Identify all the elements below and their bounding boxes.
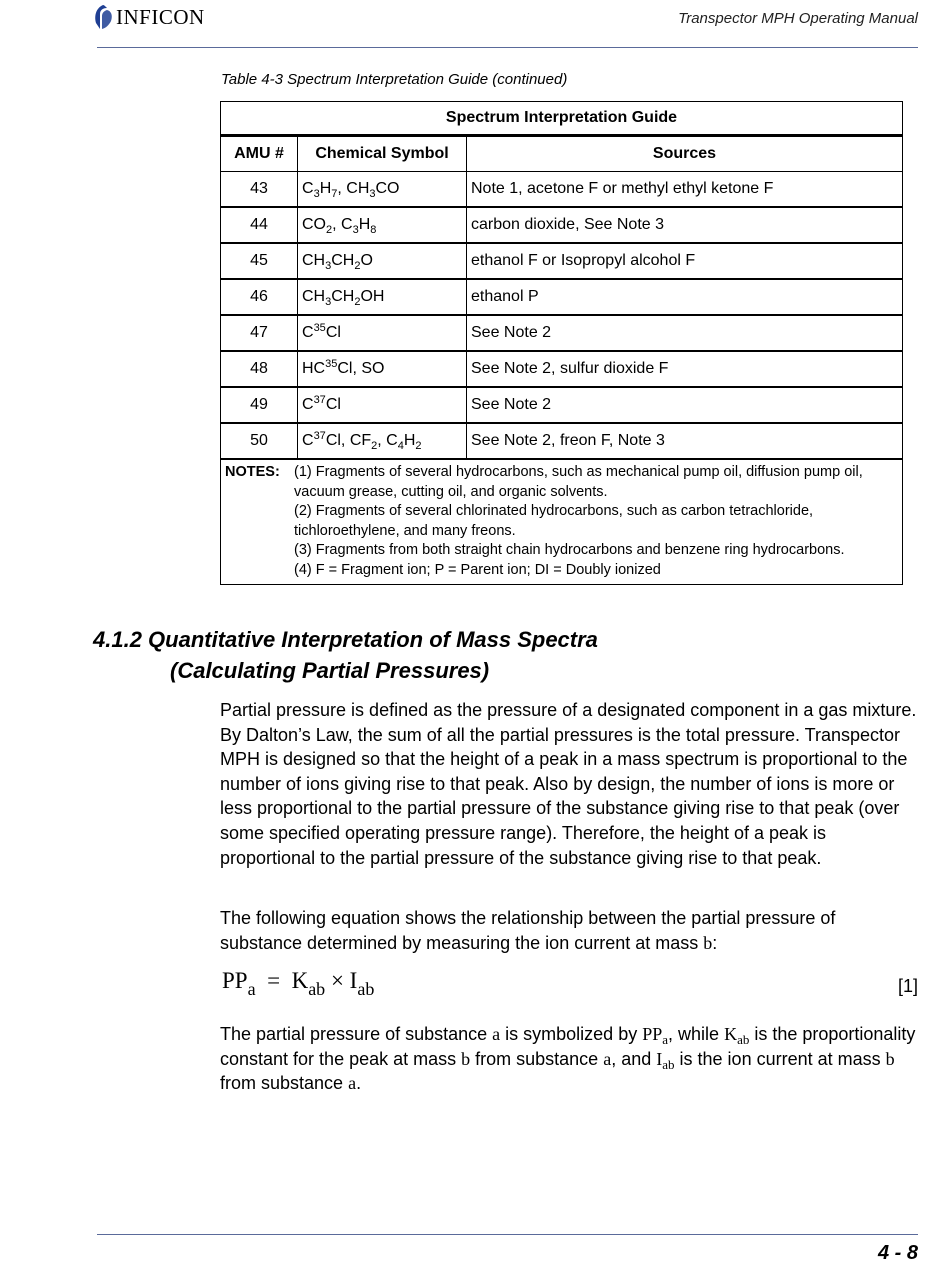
section-heading-line2: (Calculating Partial Pressures) (170, 658, 490, 683)
table-header-row (221, 136, 903, 172)
sources-cell: ethanol F or Isopropyl alcohol F (467, 243, 903, 279)
equation-number: [1] (897, 976, 918, 996)
footer-rule (97, 1234, 918, 1235)
sources-cell: See Note 2, freon F, Note 3 (467, 423, 903, 459)
column-header-amu: AMU # (221, 136, 298, 172)
table-row (221, 315, 903, 351)
sources-cell: carbon dioxide, See Note 3 (467, 207, 903, 243)
chemical-symbol-cell: $CH_3CH_2OH$ (298, 279, 467, 315)
table-caption: Table 4-3 Spectrum Interpretation Guide (continued) (221, 71, 568, 88)
amu-cell: 45 (221, 243, 298, 279)
table-title: Spectrum Interpretation Guide (221, 102, 903, 136)
chemical-symbol-cell: $C_3H_7$, $CH_3CO$ (298, 172, 467, 208)
paragraph-equation-intro: The following equation shows the relationship between the partial pressure of substance determined by measuring the ion current at mass b: (220, 908, 836, 953)
amu-cell: 49 (221, 387, 298, 423)
paragraph-symbol-definitions: The partial pressure of substance a is symbolized by $PP_a$, while $K_{ab}$ is the proportionality constant for the peak at mass b from substance a, and $I_{ab}$ is the ion current at mass b from substance a. (220, 1024, 916, 1094)
table-notes-cell (221, 459, 903, 585)
section-heading-line1: 4.1.2 Quantitative Interpretation of Mass Spectra (93, 627, 598, 652)
sources-cell: ethanol P (467, 279, 903, 315)
amu-cell: 44 (221, 207, 298, 243)
table-row (221, 423, 903, 459)
table-notes-row (221, 459, 903, 585)
chemical-symbol-cell: $C^{35}Cl$ (298, 315, 467, 351)
chemical-symbol-cell: $CH_3CH_2O$ (298, 243, 467, 279)
note-1: (1) Fragments of several hydrocarbons, such as mechanical pump oil, diffusion pump oil, vacuum grease, cutting oil, and organic solvents. (294, 464, 863, 500)
sources-cell: Note 1, acetone F or methyl ethyl ketone F (467, 172, 903, 208)
chemical-symbol-cell: $C^{37}Cl$, $CF_2$, $C_4H_2$ (298, 423, 467, 459)
column-header-sources: Sources (467, 136, 903, 172)
notes-label: NOTES: (225, 464, 280, 480)
amu-cell: 50 (221, 423, 298, 459)
table-row (221, 243, 903, 279)
note-4: (4) F = Fragment ion; P = Parent ion; DI = Doubly ionized (294, 561, 661, 578)
table-row (221, 387, 903, 423)
notes-list (294, 463, 898, 580)
paragraph-partial-pressure: Partial pressure is defined as the pressure of a designated component in a gas mixture. By Dalton’s Law, the sum of all the partial pressures is the total pressure. Transpector MPH is designed so that the height of a peak in a mass spectrum is proportional to the number of ions giving rise to that peak. Also by design, the number of ions is more or less proportional to the partial pressure of the substance giving rise to that peak (over some specified operating pressure range). Therefore, the height of a peak is proportional to the partial pressure of the substance giving rise to that peak. (220, 700, 917, 868)
manual-title: Transpector MPH Operating Manual (678, 10, 918, 27)
chemical-symbol-cell: HC$^{35}$Cl, SO (298, 351, 467, 387)
chemical-symbol-cell: $C^{37}Cl$ (298, 387, 467, 423)
amu-cell: 46 (221, 279, 298, 315)
table-row (221, 207, 903, 243)
column-header-chemical-symbol: Chemical Symbol (298, 136, 467, 172)
table-title-row (221, 102, 903, 136)
table-row (221, 351, 903, 387)
logo-text: INFICON (116, 5, 205, 29)
page-number: 4 - 8 (877, 1242, 918, 1264)
inficon-logo-icon (92, 4, 114, 30)
note-2: (2) Fragments of several chlorinated hydrocarbons, such as carbon tetrachloride, tichloroethylene, and many freons. (294, 503, 814, 539)
sources-cell: See Note 2, sulfur dioxide F (467, 351, 903, 387)
spectrum-guide-table (220, 101, 903, 585)
header-rule (97, 47, 918, 48)
amu-cell: 47 (221, 315, 298, 351)
equation: $PP_a = K_{ab} \times I_{ab}$ (222, 968, 375, 999)
note-3: (3) Fragments from both straight chain hydrocarbons and benzene ring hydrocarbons. (294, 542, 845, 558)
sources-cell: See Note 2 (467, 315, 903, 351)
section-heading (93, 624, 598, 686)
table-row (221, 172, 903, 208)
table-body (221, 172, 903, 460)
sources-cell: See Note 2 (467, 387, 903, 423)
amu-cell: 48 (221, 351, 298, 387)
inficon-logo (92, 4, 205, 30)
amu-cell: 43 (221, 172, 298, 208)
chemical-symbol-cell: $CO_2$, $C_3H_8$ (298, 207, 467, 243)
table-row (221, 279, 903, 315)
